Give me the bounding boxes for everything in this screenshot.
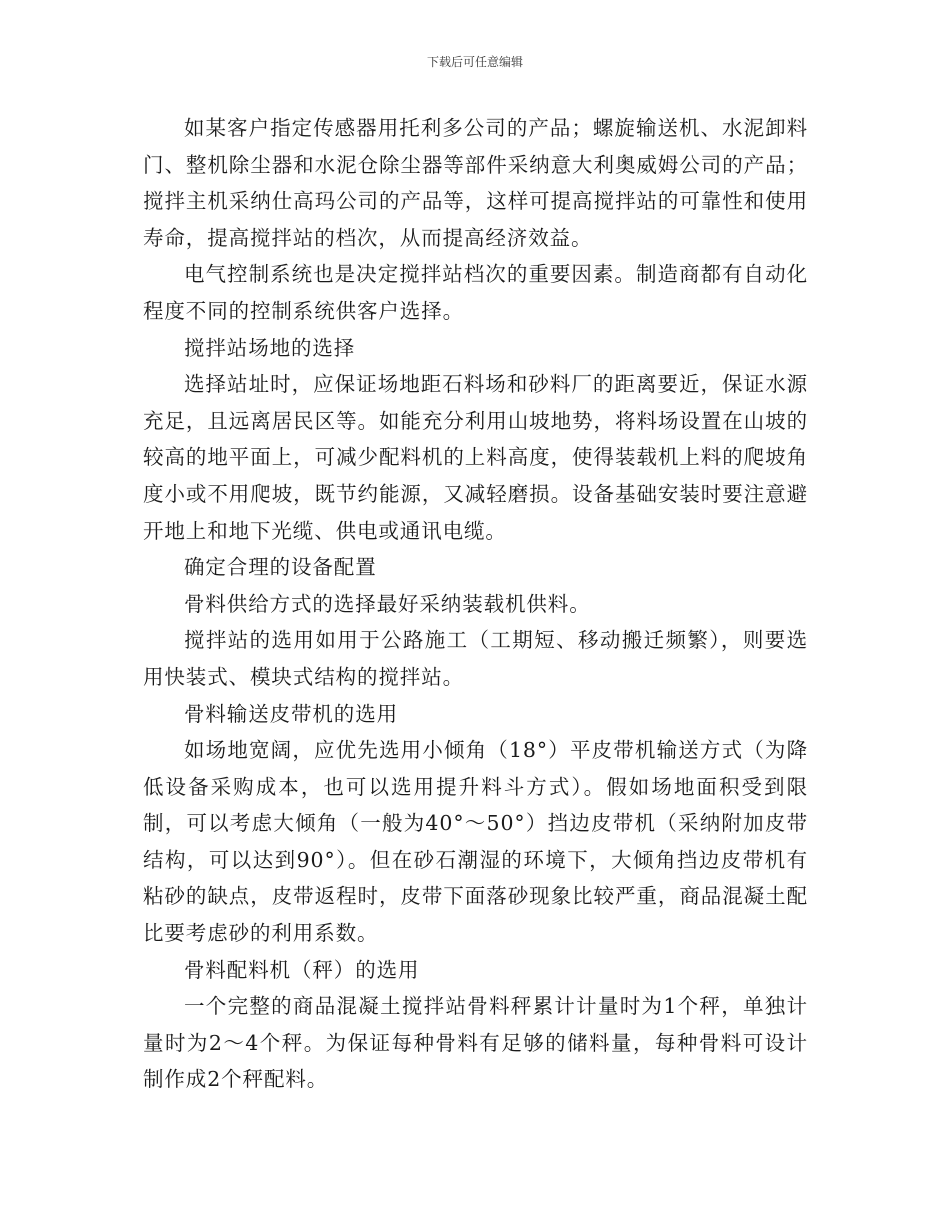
paragraph-electrical-control: 电气控制系统也是决定搅拌站档次的重要因素。制造商都有自动化程度不同的控制系统供客户选择。 xyxy=(143,262,808,323)
paragraph-belt-conveyor: 如场地宽阔，应优先选用小倾角（18°）平皮带机输送方式（为降低设备采购成本，也可以选用提升料斗方式）。假如场地面积受到限制，可以考虑大倾角（一般为40°～50°）挡边皮带机（采纳附加皮带结构，可以达到90°）。但在砂石潮湿的环境下，大倾角挡边皮带机有粘砂的缺点，皮带返程时，皮带下面落砂现象比较严重，商品混凝土配比要考虑砂的利用系数。 xyxy=(143,738,808,946)
heading-site-selection: 搅拌站场地的选择 xyxy=(184,335,356,360)
paragraph-component-suppliers: 如某客户指定传感器用托利多公司的产品；螺旋输送机、水泥卸料门、整机除尘器和水泥仓除尘器等部件采纳意大利奥威姆公司的产品；搅拌主机采纳仕高玛公司的产品等，这样可提高搅拌站的可靠性和使用寿命，提高搅拌站的档次，从而提高经济效益。 xyxy=(143,116,808,250)
page-header: 下载后可任意编辑 xyxy=(426,55,523,69)
paragraph-site-selection: 选择站址时，应保证场地距石料场和砂料厂的距离要近，保证水源充足，且远离居民区等。如能充分利用山坡地势，将料场设置在山坡的较高的地平面上，可减少配料机的上料高度，使得装载机上料的爬坡角度小或不用爬坡，既节约能源，又减轻磨损。设备基础安装时要注意避开地上和地下光缆、供电或通讯电缆。 xyxy=(143,372,808,543)
document-body xyxy=(143,110,808,1098)
paragraph-batching-machine: 一个完整的商品混凝土搅拌站骨料秤累计计量时为1个秤，单独计量时为2～4个秤。为保证每种骨料有足够的储料量，每种骨料可设计制作成2个秤配料。 xyxy=(143,994,808,1092)
paragraph-aggregate-supply: 骨料供给方式的选择最好采纳装载机供料。 xyxy=(184,591,591,616)
heading-batching-machine: 骨料配料机（秤）的选用 xyxy=(184,957,420,982)
paragraph-station-type: 搅拌站的选用如用于公路施工（工期短、移动搬迁频繁），则要选用快装式、模块式结构的搅拌站。 xyxy=(143,628,808,689)
heading-belt-conveyor: 骨料输送皮带机的选用 xyxy=(184,701,398,726)
heading-equipment-config: 确定合理的设备配置 xyxy=(184,555,377,580)
